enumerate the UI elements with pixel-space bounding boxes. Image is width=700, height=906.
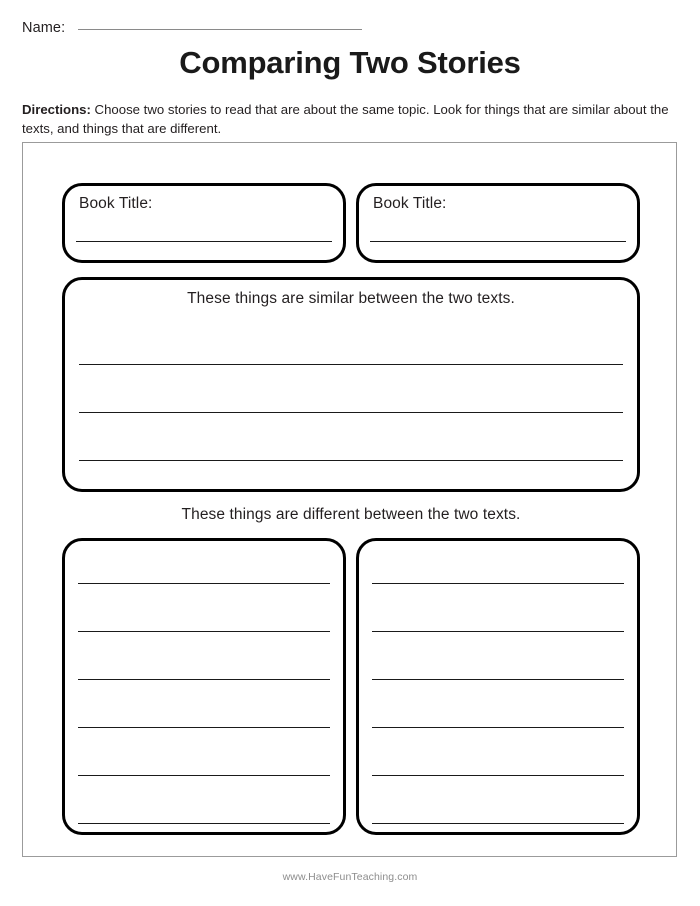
differences-write-lines-2 bbox=[372, 583, 624, 824]
write-line[interactable] bbox=[78, 823, 330, 824]
book-title-write-line-1[interactable] bbox=[76, 241, 332, 242]
write-line[interactable] bbox=[372, 631, 624, 632]
differences-heading: These things are different between the two texts. bbox=[181, 506, 521, 523]
book-title-write-line-2[interactable] bbox=[370, 241, 626, 242]
name-field-row bbox=[22, 20, 362, 42]
page-title: Comparing Two Stories bbox=[179, 45, 521, 80]
write-line[interactable] bbox=[372, 679, 624, 680]
directions-text: Choose two stories to read that are about the same topic. Look for things that are similar about the texts, and things that are different. bbox=[22, 102, 669, 136]
book-title-box-2[interactable] bbox=[356, 183, 640, 263]
book-title-label-1: Book Title: bbox=[79, 195, 153, 212]
write-line[interactable] bbox=[372, 823, 624, 824]
write-line[interactable] bbox=[78, 631, 330, 632]
write-line[interactable] bbox=[78, 727, 330, 728]
write-line[interactable] bbox=[372, 583, 624, 584]
book-title-box-1[interactable] bbox=[62, 183, 346, 263]
write-line[interactable] bbox=[79, 412, 623, 413]
similarities-box[interactable] bbox=[62, 277, 640, 492]
write-line[interactable] bbox=[78, 679, 330, 680]
similarities-heading: These things are similar between the two texts. bbox=[187, 290, 515, 307]
write-line[interactable] bbox=[78, 775, 330, 776]
name-label: Name: bbox=[22, 20, 66, 36]
directions-label: Directions: bbox=[22, 102, 91, 117]
differences-write-lines-1 bbox=[78, 583, 330, 824]
footer-url: www.HaveFunTeaching.com bbox=[282, 871, 418, 883]
write-line[interactable] bbox=[372, 775, 624, 776]
write-line[interactable] bbox=[78, 583, 330, 584]
differences-box-1[interactable] bbox=[62, 538, 346, 835]
differences-box-2[interactable] bbox=[356, 538, 640, 835]
directions-paragraph bbox=[22, 101, 678, 138]
write-line[interactable] bbox=[372, 727, 624, 728]
book-title-label-2: Book Title: bbox=[373, 195, 447, 212]
name-write-line[interactable] bbox=[78, 28, 362, 30]
write-line[interactable] bbox=[79, 460, 623, 461]
similarities-write-lines bbox=[79, 364, 623, 461]
write-line[interactable] bbox=[79, 364, 623, 365]
